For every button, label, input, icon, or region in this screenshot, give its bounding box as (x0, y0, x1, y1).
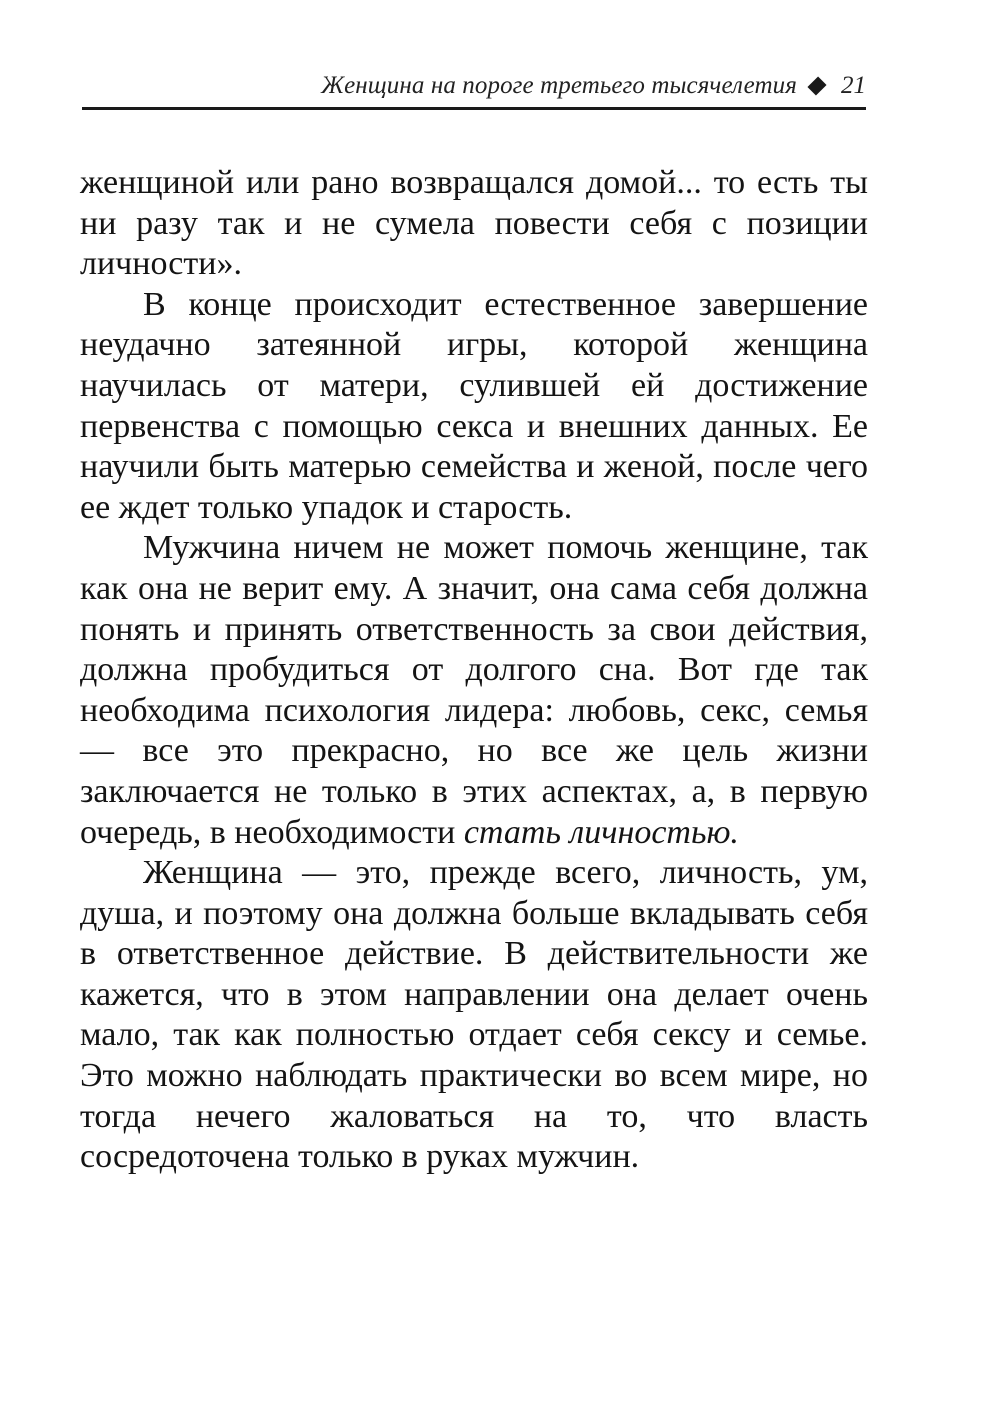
header-rule (82, 107, 866, 110)
running-head (82, 66, 866, 106)
diamond-icon (807, 76, 826, 95)
emphasis-text: стать личностью. (463, 813, 739, 851)
paragraph-text: Мужчина ничем не может помочь женщине, так как она не верит ему. А значит, она сама себя должна понять и принять ответственность за свои действия, должна пробудиться от долгого сна. Вот где так необходима психология лидера: любовь, секс, семья — все это прекрасно, но все же цель жизни заключается не только в этих аспектах, а, в первую очередь, в необходимости (80, 529, 868, 851)
paragraph (80, 528, 868, 853)
paragraph: Женщина — это, прежде всего, личность, ум, душа, и поэтому она должна больше вкладывать себя в ответственное действие. В действительности же кажется, что в этом направлении она делает очень мало, так как полностью отдает себя сексу и семье. Это можно наблюдать практически во всем мире, но тогда нечего жаловаться на то, что власть сосредоточена только в руках мужчин. (80, 854, 868, 1176)
paragraph: В конце происходит естественное завершение неудачно затеянной игры, которой женщина научилась от матери, сулившей ей достижение первенства с помощью секса и внешних данных. Ее научили быть матерью семейства и женой, после чего ее ждет только упадок и старость. (80, 285, 868, 526)
text-body (80, 163, 868, 1178)
running-title: Женщина на пороге третьего тысячелетия (321, 72, 797, 99)
page-number: 21 (841, 72, 866, 99)
paragraph: женщиной или рано возвращался домой... то есть ты ни разу так и не сумела повести себя с позиции личности». (80, 164, 868, 283)
